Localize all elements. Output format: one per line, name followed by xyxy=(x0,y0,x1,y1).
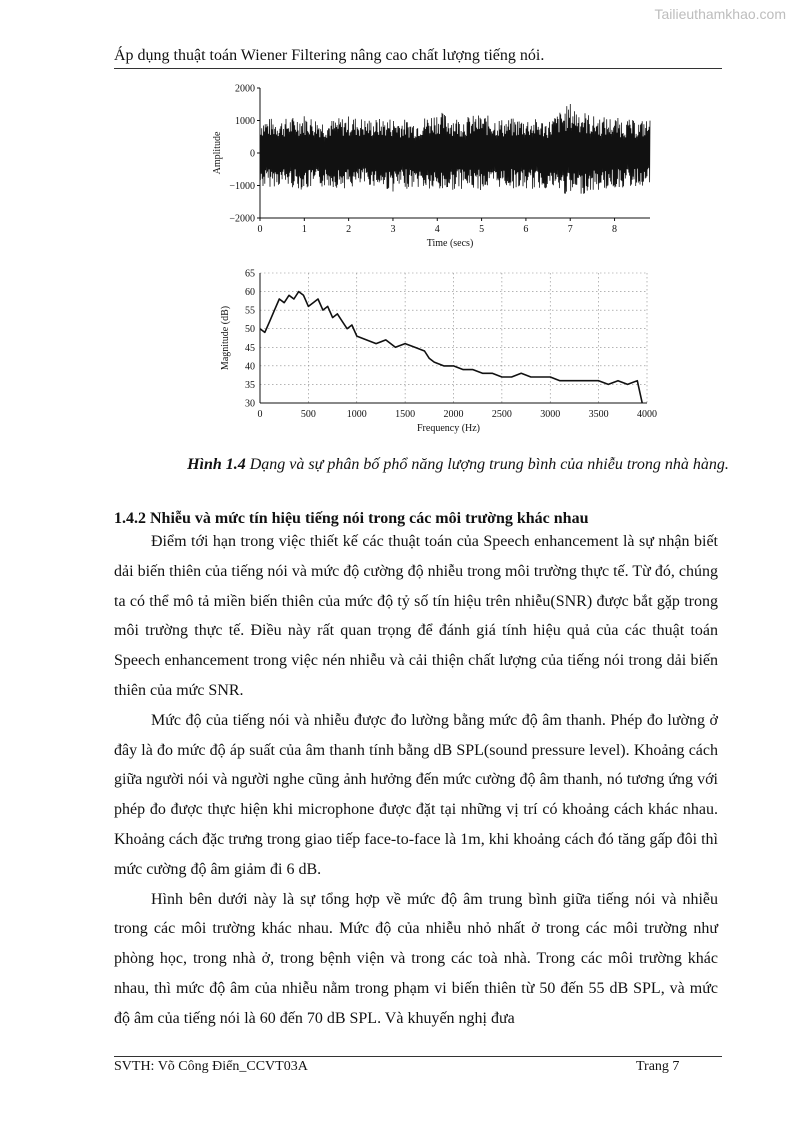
chart1-y-tick-label: 0 xyxy=(250,148,255,160)
chart2-y-tick-label: 45 xyxy=(245,342,255,354)
chart2-y-tick-label: 40 xyxy=(245,361,255,373)
chart2-y-tick-label: 60 xyxy=(245,287,255,299)
chart2-x-tick-label: 4000 xyxy=(637,409,657,420)
chart2-y-tick-label: 55 xyxy=(245,305,255,317)
caption-label: Hình 1.4 xyxy=(187,456,246,473)
chart1-series-line xyxy=(260,104,650,194)
chart1-x-tick-label: 0 xyxy=(257,224,263,235)
section-heading: 1.4.2 Nhiễu và mức tín hiệu tiếng nói trong các môi trường khác nhau xyxy=(114,510,589,527)
figure-caption xyxy=(114,450,794,480)
chart2-x-tick-label: 2500 xyxy=(491,409,512,420)
chart1-x-tick-label: 3 xyxy=(390,224,396,235)
chart2-y-tick-label: 35 xyxy=(245,379,255,391)
chart1-y-axis-label: Amplitude xyxy=(212,131,223,175)
body-text xyxy=(114,527,718,1034)
chart2-x-tick-label: 1500 xyxy=(395,409,416,420)
chart2-x-tick-label: 1000 xyxy=(346,409,367,420)
chart1-x-tick-label: 4 xyxy=(434,224,440,235)
paragraph-1: Điểm tới hạn trong việc thiết kế các thuật toán của Speech enhancement là sự nhận biết dải biến thiên của tiếng nói và mức độ cường độ nhiễu trong môi trường thực tế. Từ đó, chúng ta có thể mô tả miền biến thiên của mức độ tỷ số tín hiệu trên nhiễu(SNR) được bắt gặp trong môi trường thực tế. Điều này rất quan trọng để đánh giá tính hiệu quả của các thuật toán Speech enhancement trong việc nén nhiễu và cải thiện chất lượng của tiếng nói trong dải biến thiên của mức SNR. xyxy=(114,533,718,699)
chart2-x-axis-label: Frequency (Hz) xyxy=(416,423,481,434)
chart1-x-tick-label: 7 xyxy=(567,224,573,235)
chart1-y-tick-label: 1000 xyxy=(235,116,255,127)
caption-text: Dạng và sự phân bố phổ năng lượng trung bình của nhiễu trong nhà hàng. xyxy=(245,456,729,473)
header-divider xyxy=(114,68,722,69)
chart2-y-tick-label: 65 xyxy=(245,268,255,280)
figure-1-4 xyxy=(195,74,675,442)
watermark: Tailieuthamkhao.com xyxy=(654,6,786,22)
chart1-y-tick-label: −1000 xyxy=(229,181,255,192)
chart1-x-tick-label: 1 xyxy=(301,224,307,235)
chart1-x-tick-label: 8 xyxy=(612,224,618,235)
page-header-title: Áp dụng thuật toán Wiener Filtering nâng cao chất lượng tiếng nói. xyxy=(114,47,545,64)
chart1-y-tick-label: 2000 xyxy=(235,83,255,95)
chart2-y-tick-label: 30 xyxy=(245,398,255,410)
chart1-x-axis-label: Time (secs) xyxy=(426,238,474,249)
chart2-y-axis-label: Magnitude (dB) xyxy=(220,305,231,371)
chart1-x-tick-label: 6 xyxy=(523,224,529,235)
chart2-x-tick-label: 2000 xyxy=(443,409,464,420)
chart2-x-tick-label: 0 xyxy=(257,409,263,420)
paragraph-3: Hình bên dưới này là sự tổng hợp về mức độ âm trung bình giữa tiếng nói và nhiễu trong các môi trường khác nhau. Mức độ của nhiễu nhỏ nhất ở trong các môi trường như phòng học, trong nhà ở, trong bệnh viện và trong các toà nhà. Trong các môi trường khác nhau, thì mức độ âm của nhiễu nằm trong phạm vi biến thiên từ 50 đến 55 dB SPL, và mức độ âm của tiếng nói là 60 đến 70 dB SPL. Và khuyến nghị đưa xyxy=(114,890,718,1027)
chart2-y-tick-label: 50 xyxy=(245,324,255,336)
chart1-x-tick-label: 5 xyxy=(479,224,485,235)
paragraph-2: Mức độ của tiếng nói và nhiễu được đo lường bằng mức độ âm thanh. Phép đo lường ở đây là đo mức độ áp suất của âm thanh tính bằng dB SPL(sound pressure level). Khoảng cách giữa người nói và người nghe cũng ảnh hưởng đến mức cường độ âm thanh, nó tương ứng với phép đo được thực hiện khi microphone được đặt tại những vị trí có khoảng cách khác nhau. Khoảng cách đặc trưng trong giao tiếp face-to-face là 1m, khi khoảng cách đó tăng gấp đôi thì mức cường độ âm giảm đi 6 dB. xyxy=(114,711,718,878)
footer-divider xyxy=(114,1056,722,1057)
chart2-x-tick-label: 3000 xyxy=(540,409,561,420)
footer-author: SVTH: Võ Công Điển_CCVT03A xyxy=(114,1059,308,1074)
chart2-x-tick-label: 500 xyxy=(300,409,316,420)
chart1-y-tick-label: −2000 xyxy=(229,213,255,225)
figure-charts xyxy=(195,74,675,442)
chart2-x-tick-label: 3500 xyxy=(588,409,609,420)
chart1-x-tick-label: 2 xyxy=(346,224,352,235)
footer-page-number: Trang 7 xyxy=(636,1059,680,1074)
